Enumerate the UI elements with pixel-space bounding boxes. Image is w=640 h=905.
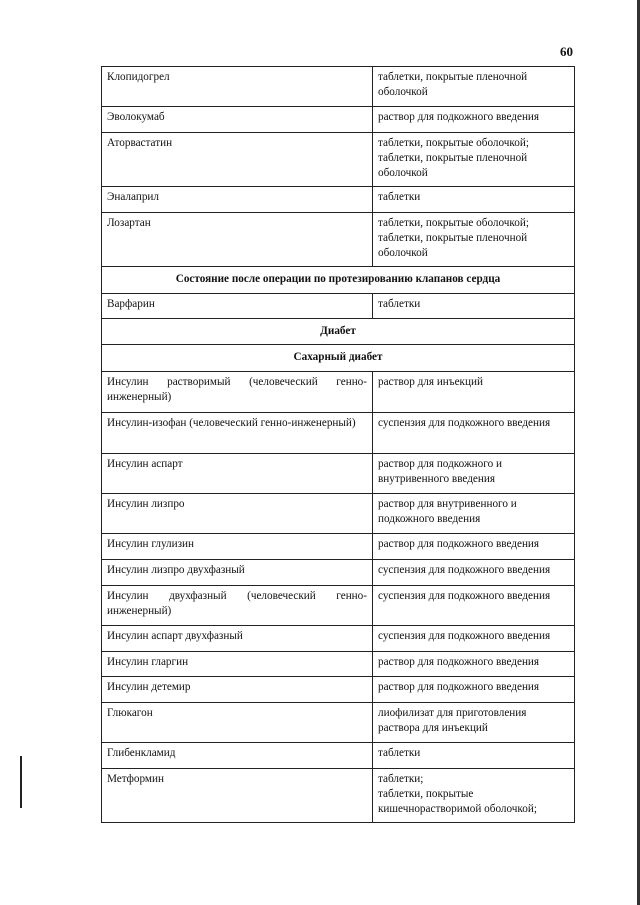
section-title: Состояние после операции по протезированию клапанов сердца	[102, 267, 575, 294]
drug-name: Инсулин лизпро	[102, 494, 373, 534]
table-row	[102, 294, 575, 319]
dosage-form: таблетки, покрытые оболочкой; таблетки, покрытые пленочной оболочкой	[373, 213, 575, 267]
dosage-form: суспензия для подкожного введения	[373, 413, 575, 454]
table-row	[102, 652, 575, 677]
table-row	[102, 494, 575, 534]
section-title: Диабет	[102, 319, 575, 345]
drug-name: Аторвастатин	[102, 133, 373, 187]
drug-name: Лозартан	[102, 213, 373, 267]
dosage-form: таблетки, покрытые пленочной оболочкой	[373, 67, 575, 107]
page-number: 60	[560, 44, 573, 59]
dosage-form: раствор для подкожного введения	[373, 652, 575, 677]
drug-name: Инсулин-изофан (человеческий генно-инженерный)	[102, 413, 373, 454]
drug-name: Инсулин лизпро двухфазный	[102, 560, 373, 586]
table-row	[102, 213, 575, 267]
dosage-form: таблетки	[373, 294, 575, 319]
drug-name: Варфарин	[102, 294, 373, 319]
table-row	[102, 769, 575, 823]
dosage-form: раствор для инъекций	[373, 372, 575, 413]
dosage-form: таблетки, покрытые оболочкой; таблетки, покрытые пленочной оболочкой	[373, 133, 575, 187]
dosage-form: раствор для внутривенного и подкожного введения	[373, 494, 575, 534]
drug-name: Инсулин растворимый (человеческий генно-инженерный)	[102, 372, 373, 413]
dosage-form: суспензия для подкожного введения	[373, 586, 575, 626]
drug-name: Глюкагон	[102, 703, 373, 743]
drug-table-body	[102, 67, 575, 823]
dosage-form: раствор для подкожного введения	[373, 677, 575, 703]
drug-name: Глибенкламид	[102, 743, 373, 769]
table-row	[102, 743, 575, 769]
drug-name: Инсулин детемир	[102, 677, 373, 703]
dosage-form: суспензия для подкожного введения	[373, 626, 575, 652]
drug-name: Эналаприл	[102, 187, 373, 213]
drug-name: Инсулин глулизин	[102, 534, 373, 560]
dosage-form: таблетки	[373, 187, 575, 213]
dosage-form: раствор для подкожного введения	[373, 534, 575, 560]
margin-mark	[20, 756, 22, 808]
table-row	[102, 372, 575, 413]
section-title: Сахарный диабет	[102, 345, 575, 372]
table-row	[102, 703, 575, 743]
drug-table	[101, 66, 575, 823]
dosage-form: лиофилизат для приготовления раствора для инъекций	[373, 703, 575, 743]
dosage-form: таблетки	[373, 743, 575, 769]
section-header-row	[102, 345, 575, 372]
drug-name: Инсулин аспарт	[102, 454, 373, 494]
table-row	[102, 586, 575, 626]
drug-name: Инсулин гларгин	[102, 652, 373, 677]
section-header-row	[102, 319, 575, 345]
section-header-row	[102, 267, 575, 294]
dosage-form: раствор для подкожного и внутривенного введения	[373, 454, 575, 494]
dosage-form: таблетки; таблетки, покрытые кишечнорастворимой оболочкой;	[373, 769, 575, 823]
table-row	[102, 133, 575, 187]
table-row	[102, 413, 575, 454]
drug-name: Клопидогрел	[102, 67, 373, 107]
table-row	[102, 187, 575, 213]
dosage-form: раствор для подкожного введения	[373, 107, 575, 133]
drug-name: Метформин	[102, 769, 373, 823]
table-row	[102, 67, 575, 107]
drug-name: Инсулин аспарт двухфазный	[102, 626, 373, 652]
drug-name: Эволокумаб	[102, 107, 373, 133]
table-row	[102, 626, 575, 652]
table-row	[102, 677, 575, 703]
dosage-form: суспензия для подкожного введения	[373, 560, 575, 586]
table-row	[102, 560, 575, 586]
drug-name: Инсулин двухфазный (человеческий генно-инженерный)	[102, 586, 373, 626]
table-row	[102, 534, 575, 560]
table-row	[102, 107, 575, 133]
table-row	[102, 454, 575, 494]
